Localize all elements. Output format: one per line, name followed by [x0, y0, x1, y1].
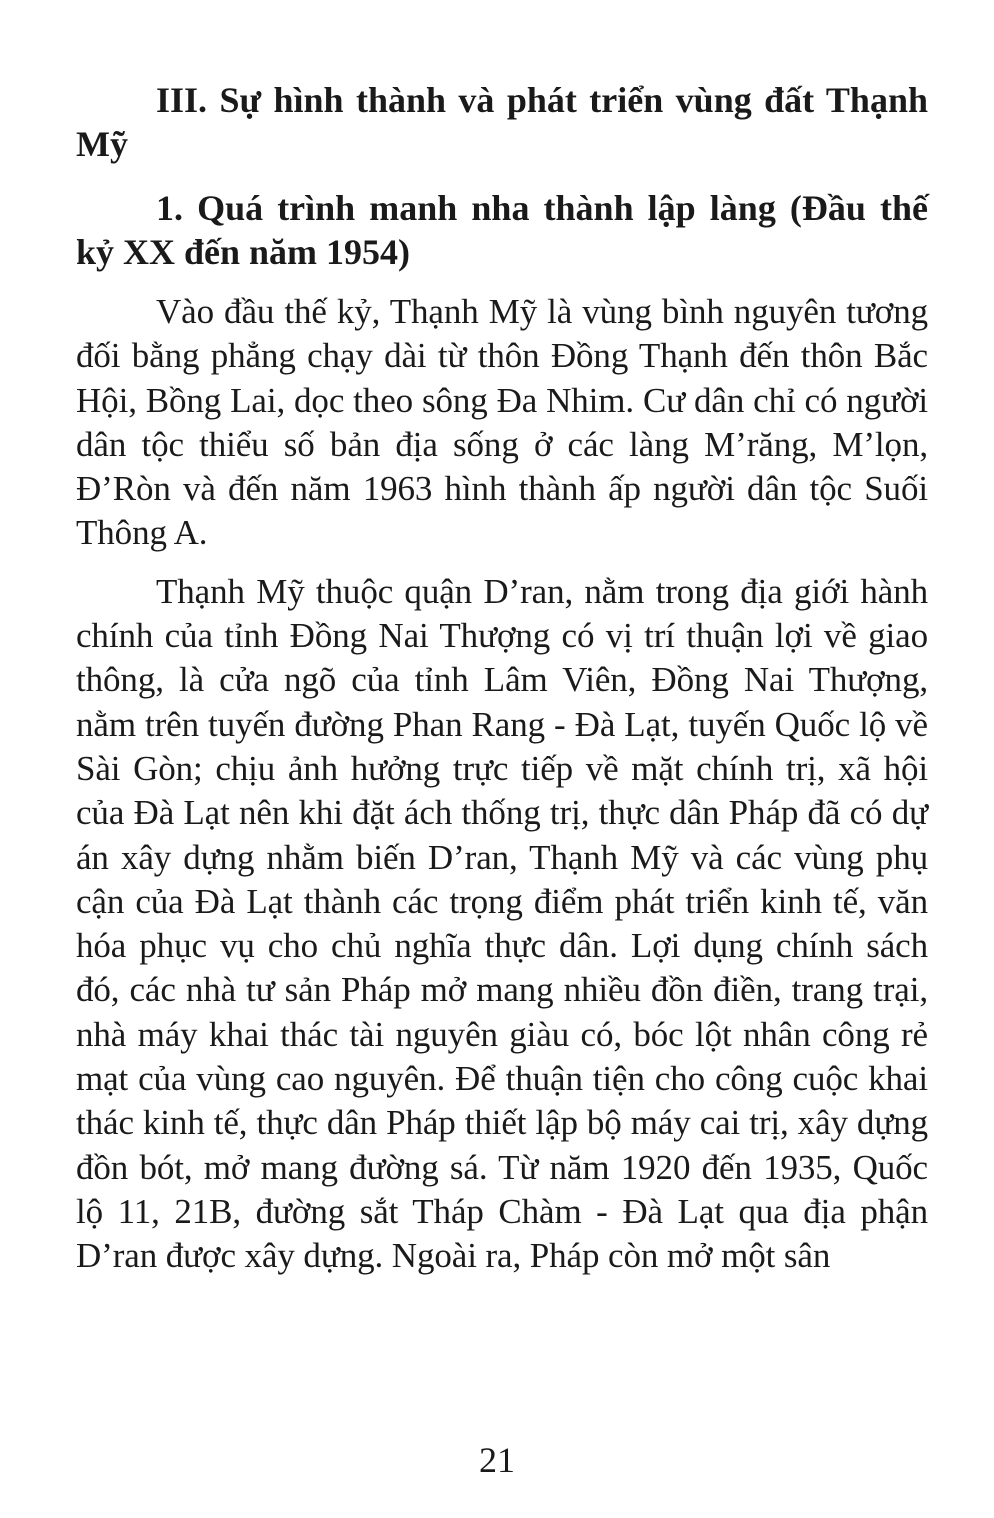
page-number: 21: [479, 1440, 515, 1480]
paragraph-1: Vào đầu thế kỷ, Thạnh Mỹ là vùng bình nguyên tương đối bằng phẳng chạy dài từ thôn Đồng Thạnh đến thôn Bắc Hội, Bồng Lai, dọc theo sông Đa Nhim. Cư dân chỉ có người dân tộc thiểu số bản địa sống ở các làng M’răng, M’lọn, Đ’Ròn và đến năm 1963 hình thành ấp người dân tộc Suối Thông A.: [76, 292, 928, 553]
paragraph-2: Thạnh Mỹ thuộc quận D’ran, nằm trong địa giới hành chính của tỉnh Đồng Nai Thượng có vị trí thuận lợi về giao thông, là cửa ngõ của tỉnh Lâm Viên, Đồng Nai Thượng, nằm trên tuyến đường Phan Rang - Đà Lạt, tuyến Quốc lộ về Sài Gòn; chịu ảnh hưởng trực tiếp về mặt chính trị, xã hội của Đà Lạt nên khi đặt ách thống trị, thực dân Pháp đã có dự án xây dựng nhằm biến D’ran, Thạnh Mỹ và các vùng phụ cận của Đà Lạt thành các trọng điểm phát triển kinh tế, văn hóa phục vụ cho chủ nghĩa thực dân. Lợi dụng chính sách đó, các nhà tư sản Pháp mở mang nhiều đồn điền, trang trại, nhà máy khai thác tài nguyên giàu có, bóc lột nhân công rẻ mạt của vùng cao nguyên. Để thuận tiện cho công cuộc khai thác kinh tế, thực dân Pháp thiết lập bộ máy cai trị, xây dựng đồn bót, mở mang đường sá. Từ năm 1920 đến 1935, Quốc lộ 11, 21B, đường sắt Tháp Chàm - Đà Lạt qua địa phận D’ran được xây dựng. Ngoài ra, Pháp còn mở một sân: [76, 571, 928, 1276]
subsection-heading: 1. Quá trình manh nha thành lập làng (Đầu thế kỷ XX đến năm 1954): [76, 188, 928, 272]
page-body: [76, 78, 928, 1293]
section-heading: III. Sự hình thành và phát triển vùng đất Thạnh Mỹ: [76, 80, 928, 164]
